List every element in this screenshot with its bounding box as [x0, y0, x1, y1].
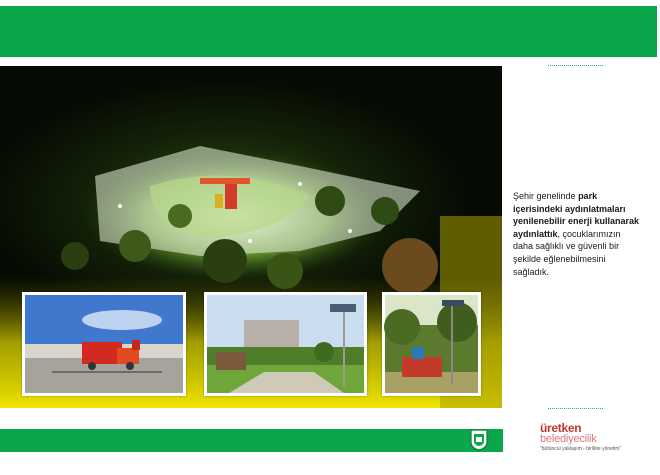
logo-word-1: üretken	[540, 421, 582, 435]
logo-tagline: "bütüncül yaklaşım - birlikte yönetim"	[540, 446, 622, 452]
photo-red-playground	[22, 292, 186, 396]
caption-bold: park içerisindeki aydınlatmaları yenilenebilir enerji kullanarak aydınlattık	[513, 191, 640, 239]
solar-park-photo-graphic	[204, 292, 367, 396]
caption-divider-top	[548, 65, 603, 66]
caption-part1: Şehir genelinde	[513, 191, 579, 201]
playground-photo-graphic	[22, 292, 186, 396]
footer-band	[0, 429, 503, 452]
header-band	[0, 6, 657, 57]
caption-text	[513, 190, 643, 278]
logo-word-2: belediyecilik	[540, 433, 597, 445]
playground-lamp-photo-graphic	[382, 292, 481, 396]
uretken-belediyecilik-logo	[540, 422, 630, 452]
caption-divider-bottom	[548, 408, 603, 409]
photo-playground-lamp	[382, 292, 481, 396]
photo-solar-lamp-park	[204, 292, 367, 396]
caption-part2: , çocuklarımızın daha sağlıklı ve güvenli bir şekilde eğlenebilmesini sağladık.	[513, 228, 621, 277]
municipality-crest-icon	[470, 429, 488, 451]
